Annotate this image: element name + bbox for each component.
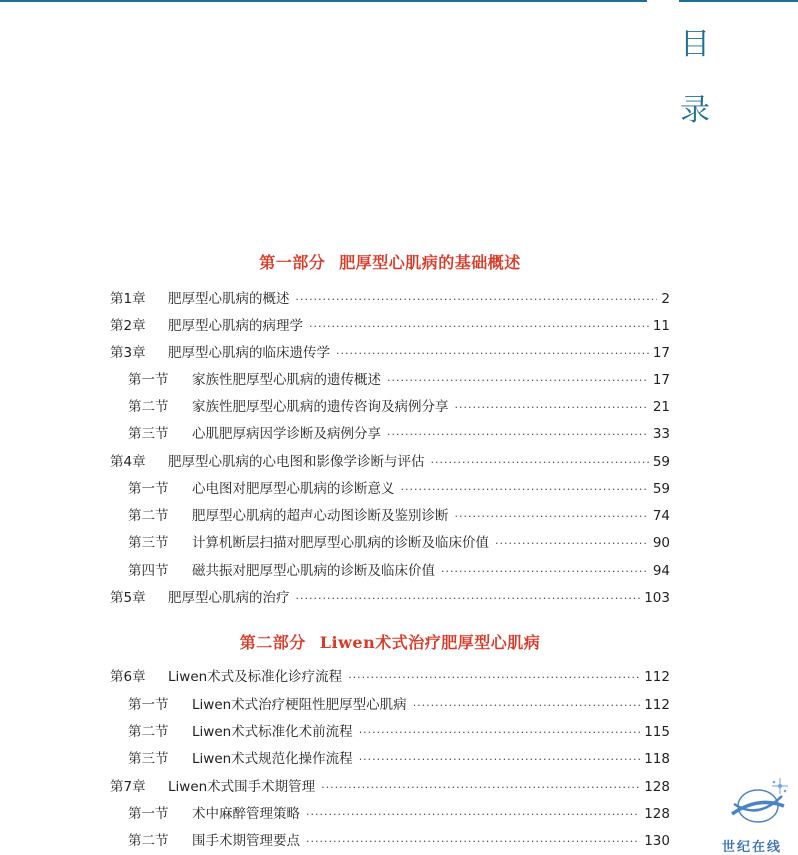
dot-leader — [336, 344, 649, 364]
dot-leader — [495, 534, 649, 554]
entry-number: 第三节 — [128, 751, 169, 767]
entry-page: 103 — [644, 590, 670, 606]
toc-entry[interactable] — [128, 370, 670, 390]
toc-entry[interactable] — [128, 561, 670, 581]
entry-number: 第一节 — [128, 372, 169, 388]
entry-title: 心电图对肥厚型心肌病的诊断意义 — [192, 481, 395, 497]
dot-leader — [296, 290, 658, 310]
entry-title: 磁共振对肥厚型心肌病的诊断及临床价值 — [192, 563, 435, 579]
entry-number: 第一节 — [128, 697, 169, 713]
entry-page: 17 — [652, 372, 670, 388]
toc-entry[interactable] — [128, 749, 670, 769]
entry-page: 112 — [644, 697, 670, 713]
entry-number: 第一节 — [128, 806, 169, 822]
entry-title: 家族性肥厚型心肌病的遗传咨询及病例分享 — [192, 399, 449, 415]
entry-title: 肥厚型心肌病的超声心动图诊断及鉴别诊断 — [192, 508, 449, 524]
entry-page: 2 — [661, 291, 670, 307]
part-heading-title: Liwen术式治疗肥厚型心肌病 — [319, 633, 541, 652]
dot-leader — [306, 805, 640, 825]
dot-leader — [401, 480, 649, 500]
dot-leader — [348, 668, 640, 688]
entry-number: 第三节 — [128, 535, 169, 551]
toc-entry[interactable] — [110, 667, 670, 687]
entry-title: Liwen术式围手术期管理 — [168, 779, 316, 795]
entry-title: 术中麻醉管理策略 — [192, 806, 300, 822]
toc-entry[interactable] — [110, 777, 670, 797]
entry-number: 第三节 — [128, 426, 169, 442]
entry-title: 计算机断层扫描对肥厚型心肌病的诊断及临床价值 — [192, 535, 489, 551]
entry-number: 第二节 — [128, 724, 169, 740]
toc-entry[interactable] — [128, 479, 670, 499]
toc-entry[interactable] — [128, 722, 670, 742]
entry-page: 112 — [644, 669, 670, 685]
watermark-text: 世纪在线 — [722, 840, 783, 855]
dot-leader — [321, 778, 640, 798]
dot-leader — [359, 750, 641, 770]
entry-number: 第一节 — [128, 481, 169, 497]
entry-title: Liwen术式标准化术前流程 — [192, 724, 353, 740]
entry-number: 第4章 — [110, 454, 146, 470]
entry-page: 33 — [652, 426, 670, 442]
part-heading-number: 第二部分 — [239, 633, 306, 652]
toc-entry[interactable] — [128, 397, 670, 417]
entry-page: 94 — [652, 563, 670, 579]
entry-number: 第二节 — [128, 399, 169, 415]
entry-title: Liwen术式规范化操作流程 — [192, 751, 353, 767]
top-rule — [0, 0, 647, 2]
toc-entry[interactable] — [110, 289, 670, 309]
page-title-char-2: 录 — [680, 93, 710, 128]
toc-entry[interactable] — [128, 506, 670, 526]
entry-title: 肥厚型心肌病的治疗 — [168, 590, 290, 606]
entry-number: 第2章 — [110, 318, 146, 334]
entry-number: 第6章 — [110, 669, 146, 685]
entry-number: 第3章 — [110, 345, 146, 361]
toc-entry[interactable] — [110, 588, 670, 608]
entry-page: 128 — [644, 779, 670, 795]
toc-entry[interactable] — [110, 452, 670, 472]
entry-title: 肥厚型心肌病的概述 — [168, 291, 290, 307]
entry-title: 肥厚型心肌病的临床遗传学 — [168, 345, 330, 361]
entry-title: 肥厚型心肌病的心电图和影像学诊断与评估 — [168, 454, 425, 470]
entry-number: 第二节 — [128, 508, 169, 524]
entry-title: Liwen术式治疗梗阻性肥厚型心肌病 — [192, 697, 407, 713]
entry-page: 118 — [644, 751, 670, 767]
toc-entry[interactable] — [110, 343, 670, 363]
dot-leader — [455, 398, 649, 418]
entry-title: 肥厚型心肌病的病理学 — [168, 318, 303, 334]
dot-leader — [455, 507, 649, 527]
entry-page: 21 — [652, 399, 670, 415]
entry-number: 第7章 — [110, 779, 146, 795]
toc-entry[interactable] — [110, 316, 670, 336]
entry-page: 115 — [644, 724, 670, 740]
part-heading-2 — [0, 630, 780, 653]
part-heading-title: 肥厚型心肌病的基础概述 — [339, 253, 521, 272]
entry-page: 59 — [652, 481, 670, 497]
entry-title: 家族性肥厚型心肌病的遗传概述 — [192, 372, 381, 388]
dot-leader — [431, 453, 649, 473]
dot-leader — [387, 425, 649, 445]
entry-page: 90 — [652, 535, 670, 551]
entry-title: Liwen术式及标准化诊疗流程 — [168, 669, 343, 685]
entry-number: 第二节 — [128, 833, 169, 849]
entry-page: 74 — [652, 508, 670, 524]
entry-number: 第1章 — [110, 291, 146, 307]
toc-entry[interactable] — [128, 533, 670, 553]
part-heading-number: 第一部分 — [259, 253, 326, 272]
dot-leader — [296, 589, 641, 609]
entry-title: 心肌肥厚病因学诊断及病例分享 — [192, 426, 381, 442]
toc-entry[interactable] — [128, 424, 670, 444]
part-heading-1 — [0, 250, 780, 273]
dot-leader — [441, 562, 649, 582]
top-rule-right — [679, 0, 798, 2]
toc-entry[interactable] — [128, 831, 670, 851]
dot-leader — [359, 723, 641, 743]
entry-title: 围手术期管理要点 — [192, 833, 300, 849]
entry-number: 第5章 — [110, 590, 146, 606]
entry-page: 17 — [652, 345, 670, 361]
dot-leader — [309, 317, 649, 337]
dot-leader — [387, 371, 649, 391]
entry-number: 第四节 — [128, 563, 169, 579]
entry-page: 128 — [644, 806, 670, 822]
entry-page: 130 — [644, 833, 670, 849]
toc-entry[interactable] — [128, 804, 670, 824]
entry-page: 59 — [652, 454, 670, 470]
dot-leader — [413, 696, 641, 716]
dot-leader — [306, 832, 640, 852]
toc-entry[interactable] — [128, 695, 670, 715]
entry-page: 11 — [652, 318, 670, 334]
page-title-char-1: 目 — [680, 27, 710, 62]
